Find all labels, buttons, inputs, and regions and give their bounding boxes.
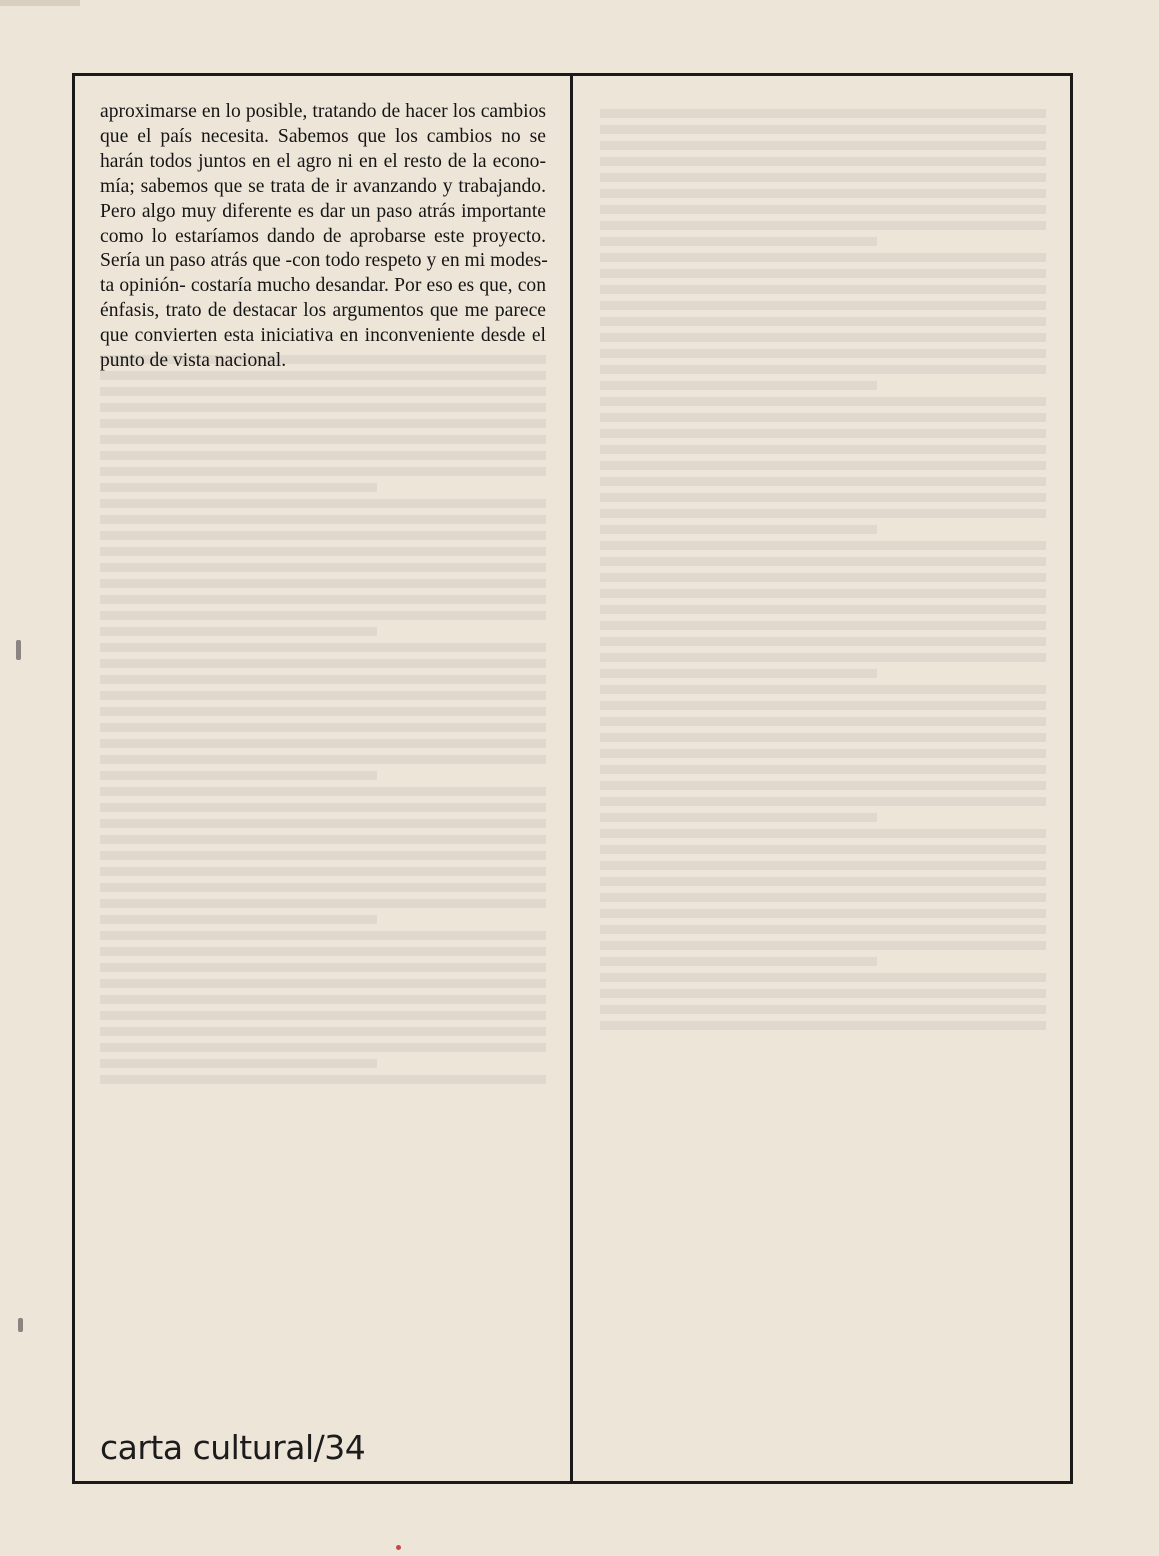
edge-smudge [18, 1318, 23, 1332]
article-text [100, 100, 546, 374]
text-line: punto de vista nacional. [100, 350, 287, 372]
ink-mark [396, 1545, 401, 1550]
page-footer: carta cultural/34 [100, 1428, 366, 1467]
text-line: Sería un paso atrás que -con todo respeto y en mi modes- [100, 250, 548, 272]
text-line: como lo estaríamos dando de aprobarse este proyecto. [100, 225, 546, 247]
text-line: que convierten esta iniciativa en inconveniente desde el [100, 325, 546, 347]
page-edge [0, 0, 80, 6]
text-line: Pero algo muy diferente es dar un paso atrás importante [100, 200, 546, 222]
text-line: harán todos juntos en el agro ni en el resto de la econo- [100, 150, 546, 172]
text-line: énfasis, trato de destacar los argumentos que me parece [100, 300, 546, 322]
text-line: mía; sabemos que se trata de ir avanzando y trabajando. [100, 175, 546, 197]
text-line: aproximarse en lo posible, tratando de hacer los cambios [100, 101, 546, 122]
text-line: ta opinión- costaría mucho desandar. Por eso es que, con [100, 275, 546, 297]
text-line: que el país necesita. Sabemos que los cambios no se [100, 125, 546, 147]
edge-smudge [16, 640, 21, 660]
column-divider [570, 73, 573, 1484]
